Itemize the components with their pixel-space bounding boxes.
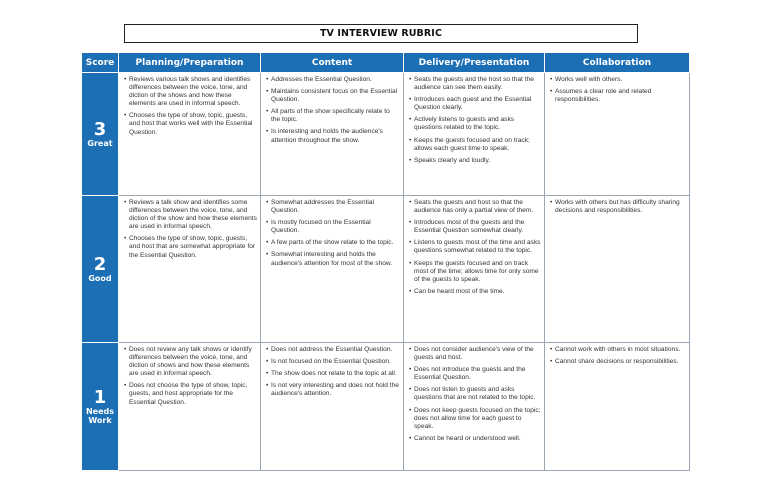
- score-cell: [82, 196, 119, 343]
- content-cell: [261, 73, 404, 196]
- content-cell: [261, 196, 404, 343]
- score-label: Good: [88, 273, 112, 283]
- content-cell: [261, 343, 404, 471]
- rubric-row-good: [82, 196, 690, 343]
- delivery-cell: [404, 196, 545, 343]
- criterion-item: • Seats the guests and the host so that the audience can see them easily.: [409, 76, 541, 92]
- delivery-cell: [404, 343, 545, 471]
- criterion-item: • Does not introduce the guests and the Essential Question.: [409, 366, 541, 382]
- criterion-item: • Does not listen to guests and asks questions that are not related to the topic.: [409, 386, 541, 402]
- criterion-item: • Does not keep guests focused on the topic; does not allow time for each guest to speak.: [409, 407, 541, 431]
- criterion-item: • Does not address the Essential Question.: [266, 346, 400, 354]
- criterion-item: • Does not consider audience's view of the guests and host.: [409, 346, 541, 362]
- criterion-item: • Does not review any talk shows or identify differences between the voice, tone, and diction of shows and how these elements are used in informal speech.: [124, 346, 257, 378]
- planning-cell: [119, 73, 261, 196]
- criterion-item: • Actively listens to guests and asks questions related to the topic.: [409, 116, 541, 132]
- criterion-item: • Works with others but has difficulty sharing decisions and responsibilities.: [550, 199, 686, 215]
- score-cell: [82, 73, 119, 196]
- score-cell: [82, 343, 119, 471]
- score-number: 3: [93, 118, 107, 140]
- criterion-item: • Maintains consistent focus on the Essential Question.: [266, 88, 400, 104]
- criterion-item: • Listens to guests most of the time and asks questions somewhat related to the topic.: [409, 239, 541, 255]
- criterion-item: • All parts of the show specifically relate to the topic.: [266, 108, 400, 124]
- criterion-item: • Cannot share decisions or responsibilities.: [550, 358, 686, 366]
- delivery-cell: [404, 73, 545, 196]
- header-delivery: Delivery/Presentation: [404, 53, 545, 73]
- score-number: 2: [93, 253, 107, 275]
- criterion-item: • Cannot work with others in most situations.: [550, 346, 686, 354]
- collaboration-cell: [545, 343, 690, 471]
- rubric-table: [81, 52, 690, 471]
- header-row: [82, 53, 690, 73]
- criterion-item: • Works well with others.: [550, 76, 686, 84]
- score-label: Great: [87, 138, 113, 148]
- criterion-item: • A few parts of the show relate to the topic.: [266, 239, 400, 247]
- criterion-item: • Assumes a clear role and related responsibilities.: [550, 88, 686, 104]
- criterion-item: • Introduces most of the guests and the Essential Question somewhat clearly.: [409, 219, 541, 235]
- criterion-item: • Chooses the type of show, topic, guests, and host that are somewhat appropriate for the Essential Question.: [124, 235, 257, 259]
- criterion-item: • Reviews a talk show and identifies some differences between the voice, tone, and diction of the show and how these elements are used in informal speech.: [124, 199, 257, 231]
- header-collaboration: Collaboration: [545, 53, 690, 73]
- criterion-item: • Cannot be heard or understood well.: [409, 435, 541, 443]
- criterion-item: • Reviews various talk shows and identifies differences between the voice, tone, and diction of the shows and how these elements are used in informal speech.: [124, 76, 257, 108]
- score-label: Needs Work: [85, 406, 115, 425]
- criterion-item: • Speaks clearly and loudly.: [409, 157, 541, 165]
- planning-cell: [119, 196, 261, 343]
- criterion-item: • Is mostly focused on the Essential Question.: [266, 219, 400, 235]
- collaboration-cell: [545, 73, 690, 196]
- criterion-item: • Does not choose the type of show, topic, guests, and host appropriate for the Essential Question.: [124, 382, 257, 406]
- criterion-item: • Somewhat interesting and holds the audience's attention for most of the show.: [266, 251, 400, 267]
- header-score: Score: [82, 53, 119, 73]
- rubric-title: TV INTERVIEW RUBRIC: [124, 24, 638, 43]
- collaboration-cell: [545, 196, 690, 343]
- criterion-item: • Chooses the type of show, topic, guests, and host that works well with the Essential Question.: [124, 112, 257, 136]
- criterion-item: • Seats the guests and host so that the audience has only a partial view of them.: [409, 199, 541, 215]
- criterion-item: • Keeps the guests focused and on track most of the time; allows time for only some of the guests to speak.: [409, 260, 541, 284]
- score-number: 1: [93, 386, 107, 408]
- criterion-item: • Keeps the guests focused and on track; allows each guest time to speak.: [409, 137, 541, 153]
- criterion-item: • The show does not relate to the topic at all.: [266, 370, 400, 378]
- criterion-item: • Addresses the Essential Question.: [266, 76, 400, 84]
- planning-cell: [119, 343, 261, 471]
- criterion-item: • Is not very interesting and does not hold the audience's attention.: [266, 382, 400, 398]
- criterion-item: • Introduces each guest and the Essential Question clearly.: [409, 96, 541, 112]
- criterion-item: • Can be heard most of the time.: [409, 288, 541, 296]
- criterion-item: • Somewhat addresses the Essential Question.: [266, 199, 400, 215]
- criterion-item: • Is not focused on the Essential Question.: [266, 358, 400, 366]
- rubric-row-great: [82, 73, 690, 196]
- header-planning: Planning/Preparation: [119, 53, 261, 73]
- criterion-item: • Is interesting and holds the audience's attention throughout the show.: [266, 128, 400, 144]
- rubric-row-needs-work: [82, 343, 690, 471]
- header-content: Content: [261, 53, 404, 73]
